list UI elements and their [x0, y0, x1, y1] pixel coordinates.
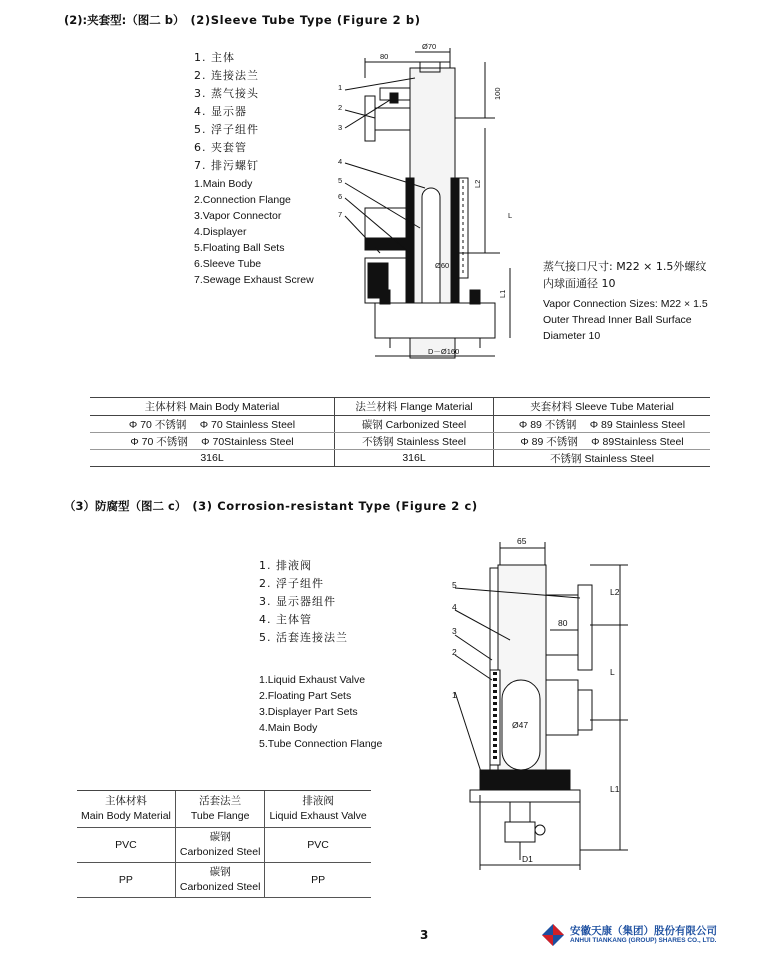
leader-label: 4: [452, 602, 457, 612]
table-cell: Φ 70 不锈钢 Φ 70Stainless Steel: [90, 433, 335, 450]
table-header-cell: [77, 791, 175, 828]
dim-top-dia: Ø70: [422, 42, 437, 51]
company-logo: [540, 920, 770, 950]
part-en-item: 2.Connection Flange: [194, 194, 291, 206]
part-en-item: 5.Tube Connection Flange: [259, 738, 383, 750]
part-en-item: 3.Vapor Connector: [194, 210, 282, 222]
table-header-row: [77, 791, 371, 828]
part-cn-item: 3. 显示器组件: [259, 595, 336, 608]
header-cn: 排液阀: [302, 795, 334, 807]
part-en-item: 3.Displayer Part Sets: [259, 706, 358, 718]
part-cn-item: 2. 浮子组件: [259, 577, 324, 590]
table-cell: PP: [77, 863, 175, 898]
company-name-cn: 安徽天康（集团）股份有限公司: [570, 925, 717, 937]
section-c-title-cn: （3）防腐型（图二 c）: [64, 499, 187, 513]
note-cn: 蒸气接口尺寸: M22 × 1.5外螺纹内球面通径 10: [543, 260, 707, 290]
cell-cn: 碳钢: [209, 866, 231, 878]
part-cn-item: 4. 主体管: [259, 613, 312, 626]
dim-inner: Ø60: [435, 261, 450, 270]
leader-label: 1: [338, 83, 343, 92]
header-en: Tube Flange: [190, 810, 250, 822]
part-en-item: 1.Liquid Exhaust Valve: [259, 674, 366, 686]
table-cell: Φ 89 不锈钢 Φ 89Stainless Steel: [494, 433, 711, 450]
part-en-item: 7.Sewage Exhaust Screw: [194, 274, 314, 286]
section-c-parts-cn: [259, 557, 348, 647]
cell-cn: 碳钢: [209, 831, 231, 843]
dim-L: L: [610, 667, 615, 677]
table-header-cell: 法兰材料 Flange Material: [335, 398, 494, 416]
dim-D1: D1: [522, 854, 533, 864]
leader-label: 2: [452, 647, 457, 657]
table-cell: PP: [265, 863, 371, 898]
sleeve-tube-drawing: [330, 38, 530, 368]
section-c-title: [64, 498, 478, 514]
table-cell: [175, 863, 265, 898]
table-header-cell: [265, 791, 371, 828]
header-en: Liquid Exhaust Valve: [269, 810, 367, 822]
dim-top: 65: [517, 536, 527, 546]
table-cell: Φ 70 不锈钢 Φ 70 Stainless Steel: [90, 416, 335, 433]
part-en-item: 2.Floating Part Sets: [259, 690, 352, 702]
leader-label: 1: [452, 690, 457, 700]
table-row: [77, 828, 371, 863]
page-number: 3: [420, 928, 429, 942]
cell-en: Carbonized Steel: [179, 881, 261, 893]
leader-label: 4: [338, 157, 343, 166]
sleeve-material-table: [90, 397, 710, 467]
leader-label: 3: [338, 123, 343, 132]
leader-label: 5: [338, 176, 343, 185]
table-cell: 316L: [335, 450, 494, 467]
table-row: [90, 433, 710, 450]
part-en-item: 4.Displayer: [194, 226, 247, 238]
dim-100: 100: [493, 87, 502, 100]
part-cn-item: 7. 排污螺钉: [194, 159, 259, 172]
part-en-item: 4.Main Body: [259, 722, 318, 734]
table-row: [90, 450, 710, 467]
dim-L2: L2: [473, 179, 482, 188]
section-c-parts-en: [259, 672, 382, 752]
dim-top-len: 80: [380, 52, 389, 61]
table-cell: [175, 828, 265, 863]
table-header-cell: [175, 791, 265, 828]
cell-en: Carbonized Steel: [179, 846, 261, 858]
table-header-cell: 夹套材料 Sleeve Tube Material: [494, 398, 711, 416]
table-header-cell: 主体材料 Main Body Material: [90, 398, 335, 416]
leader-label: 3: [452, 626, 457, 636]
part-cn-item: 4. 显示器: [194, 105, 247, 118]
part-cn-item: 5. 活套连接法兰: [259, 631, 348, 644]
part-cn-item: 1. 排液阀: [259, 559, 312, 572]
section-b-title-en: (2)Sleeve Tube Type (Figure 2 b): [190, 13, 421, 27]
dim-inner: Ø47: [512, 720, 529, 730]
part-cn-item: 3. 蒸气接头: [194, 87, 259, 100]
table-cell: 不锈钢 Stainless Steel: [335, 433, 494, 450]
table-cell: Φ 89 不锈钢 Φ 89 Stainless Steel: [494, 416, 711, 433]
section-b-title-cn: (2):夹套型:（图二 b）: [64, 13, 185, 27]
section-b-parts-en: [194, 176, 314, 288]
header-en: Main Body Material: [81, 810, 171, 822]
section-c-title-en: (3) Corrosion-resistant Type (Figure 2 c): [192, 499, 478, 513]
part-en-item: 6.Sleeve Tube: [194, 258, 262, 270]
leader-label: 7: [338, 210, 343, 219]
corrosion-resistant-drawing: [440, 530, 640, 880]
company-logo-icon: [540, 922, 566, 948]
company-name-en: ANHUI TIANKANG (GROUP) SHARES CO., LTD.: [570, 937, 717, 944]
dim-L2: L2: [610, 587, 620, 597]
dim-L: L: [508, 211, 513, 220]
part-en-item: 5.Floating Ball Sets: [194, 242, 285, 254]
dim-bottom: D－Ø160: [428, 347, 460, 356]
vapor-connection-note: [543, 258, 715, 344]
table-cell: 316L: [90, 450, 335, 467]
table-row: [77, 863, 371, 898]
table-header-row: [90, 398, 710, 416]
header-cn: 主体材料: [104, 795, 147, 807]
part-cn-item: 6. 夹套管: [194, 141, 247, 154]
section-b-title: [64, 12, 421, 28]
part-cn-item: 5. 浮子组件: [194, 123, 259, 136]
dim-side: 80: [558, 618, 568, 628]
leader-label: 6: [338, 192, 343, 201]
table-cell: PVC: [265, 828, 371, 863]
leader-label: 2: [338, 103, 343, 112]
header-cn: 活套法兰: [199, 795, 242, 807]
corrosion-material-table: [77, 790, 371, 898]
section-b-parts-cn: [194, 49, 259, 175]
part-cn-item: 2. 连接法兰: [194, 69, 259, 82]
table-row: [90, 416, 710, 433]
leader-label: 5: [452, 580, 457, 590]
table-cell: 不锈钢 Stainless Steel: [494, 450, 711, 467]
part-cn-item: 1. 主体: [194, 51, 235, 64]
table-cell: 碳钢 Carbonized Steel: [335, 416, 494, 433]
part-en-item: 1.Main Body: [194, 178, 253, 190]
dim-L1: L1: [498, 289, 507, 298]
note-en: Vapor Connection Sizes: M22 × 1.5 Outer Thread Inner Ball Surface Diameter 10: [543, 298, 708, 342]
table-cell: PVC: [77, 828, 175, 863]
dim-L1: L1: [610, 784, 620, 794]
